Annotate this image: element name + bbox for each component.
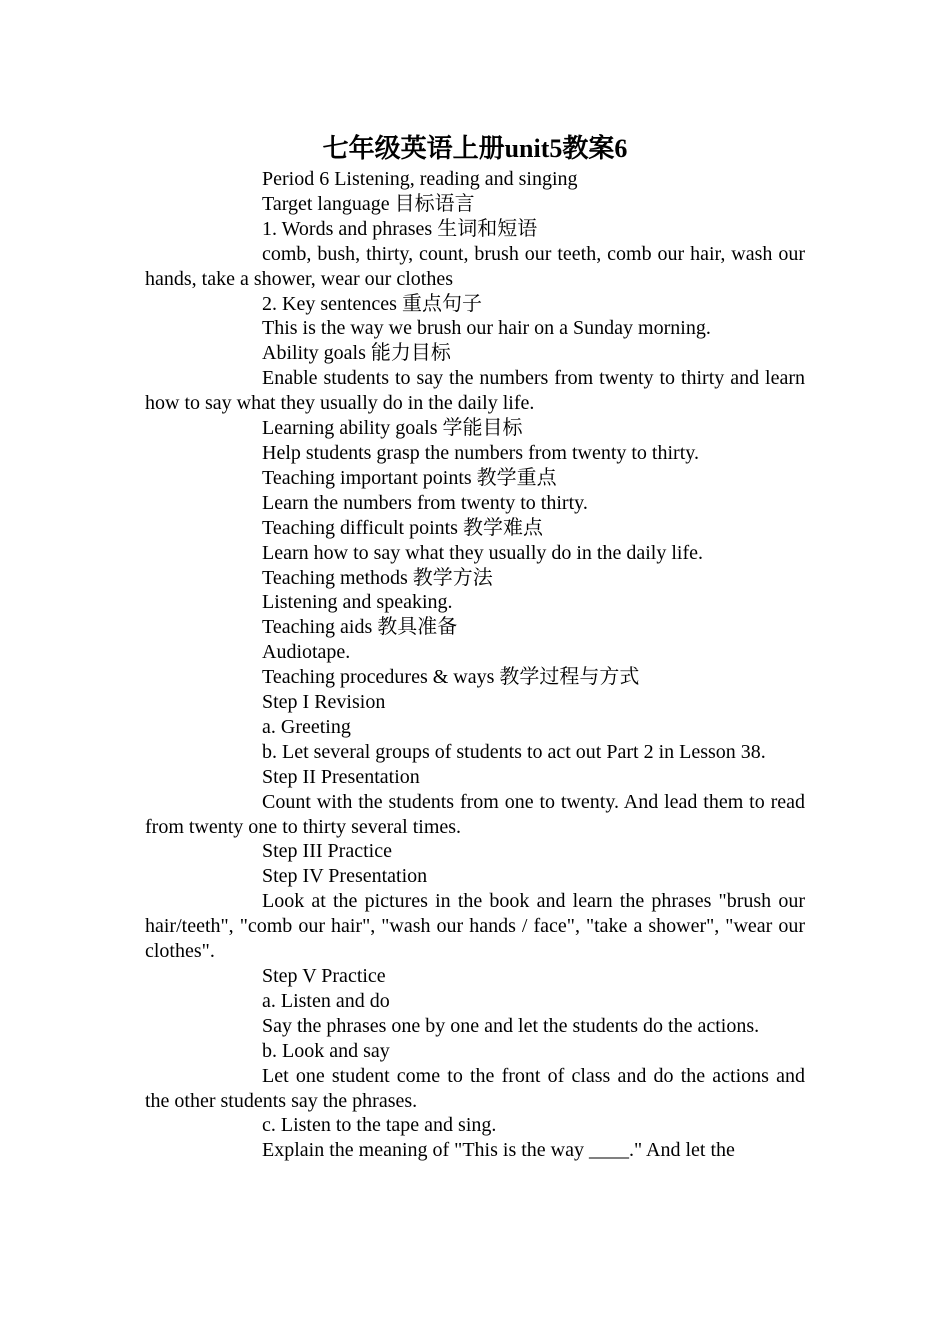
paragraph: Listening and speaking. xyxy=(262,591,453,614)
paragraph: 1. Words and phrases 生词和短语 xyxy=(262,217,538,240)
paragraph: c. Listen to the tape and sing. xyxy=(262,1114,497,1137)
paragraph: Say the phrases one by one and let the students do the actions. xyxy=(262,1014,760,1037)
paragraph: Learn the numbers from twenty to thirty. xyxy=(262,491,588,514)
paragraph: b. Let several groups of students to act out Part 2 in Lesson 38. xyxy=(262,740,766,763)
paragraph: Step V Practice xyxy=(262,965,386,987)
paragraph: a. Listen and do xyxy=(262,989,390,1012)
document-title: 七年级英语上册unit5教案6 xyxy=(322,134,628,163)
paragraph: Teaching aids 教具准备 xyxy=(262,616,458,639)
paragraph: Step IV Presentation xyxy=(262,865,428,888)
paragraph: Teaching important points 教学重点 xyxy=(262,466,557,489)
paragraph: Step I Revision xyxy=(262,691,386,714)
paragraph: Learning ability goals 学能目标 xyxy=(262,417,523,440)
paragraph: Teaching difficult points 教学难点 xyxy=(262,516,543,539)
paragraph: Teaching procedures & ways 教学过程与方式 xyxy=(262,666,640,689)
paragraph: comb, bush, thirty, count, brush our teeth, comb our hair, wash our hands, take a shower, wear our clothes xyxy=(145,242,805,290)
paragraph: Look at the pictures in the book and learn the phrases "brush our hair/teeth", "comb our hair", "wash our hands / face", "take a shower", "wear our clothes". xyxy=(145,890,805,963)
paragraph: Help students grasp the numbers from twenty to thirty. xyxy=(262,441,699,464)
document-page xyxy=(145,128,805,1163)
paragraph: Teaching methods 教学方法 xyxy=(262,566,493,589)
paragraph: b. Look and say xyxy=(262,1039,390,1062)
document-body xyxy=(145,167,805,1163)
paragraph: 2. Key sentences 重点句子 xyxy=(262,292,482,315)
paragraph: Audiotape. xyxy=(262,641,351,664)
paragraph: Step II Presentation xyxy=(262,765,420,788)
paragraph: a. Greeting xyxy=(262,715,351,738)
paragraph: Period 6 Listening, reading and singing xyxy=(262,168,578,190)
paragraph: This is the way we brush our hair on a Sunday morning. xyxy=(262,317,711,340)
paragraph: Enable students to say the numbers from twenty to thirty and learn how to say what they usually do in the daily life. xyxy=(145,367,805,415)
paragraph: Let one student come to the front of class and do the actions and the other students say the phrases. xyxy=(145,1064,805,1112)
paragraph: Target language 目标语言 xyxy=(262,192,475,215)
paragraph: Ability goals 能力目标 xyxy=(262,342,451,365)
paragraph: Step III Practice xyxy=(262,840,392,863)
paragraph: Count with the students from one to twenty. And lead them to read from twenty one to thirty several times. xyxy=(145,790,805,838)
paragraph: Learn how to say what they usually do in the daily life. xyxy=(262,541,704,564)
paragraph: Explain the meaning of "This is the way ____." And let the xyxy=(262,1139,735,1162)
